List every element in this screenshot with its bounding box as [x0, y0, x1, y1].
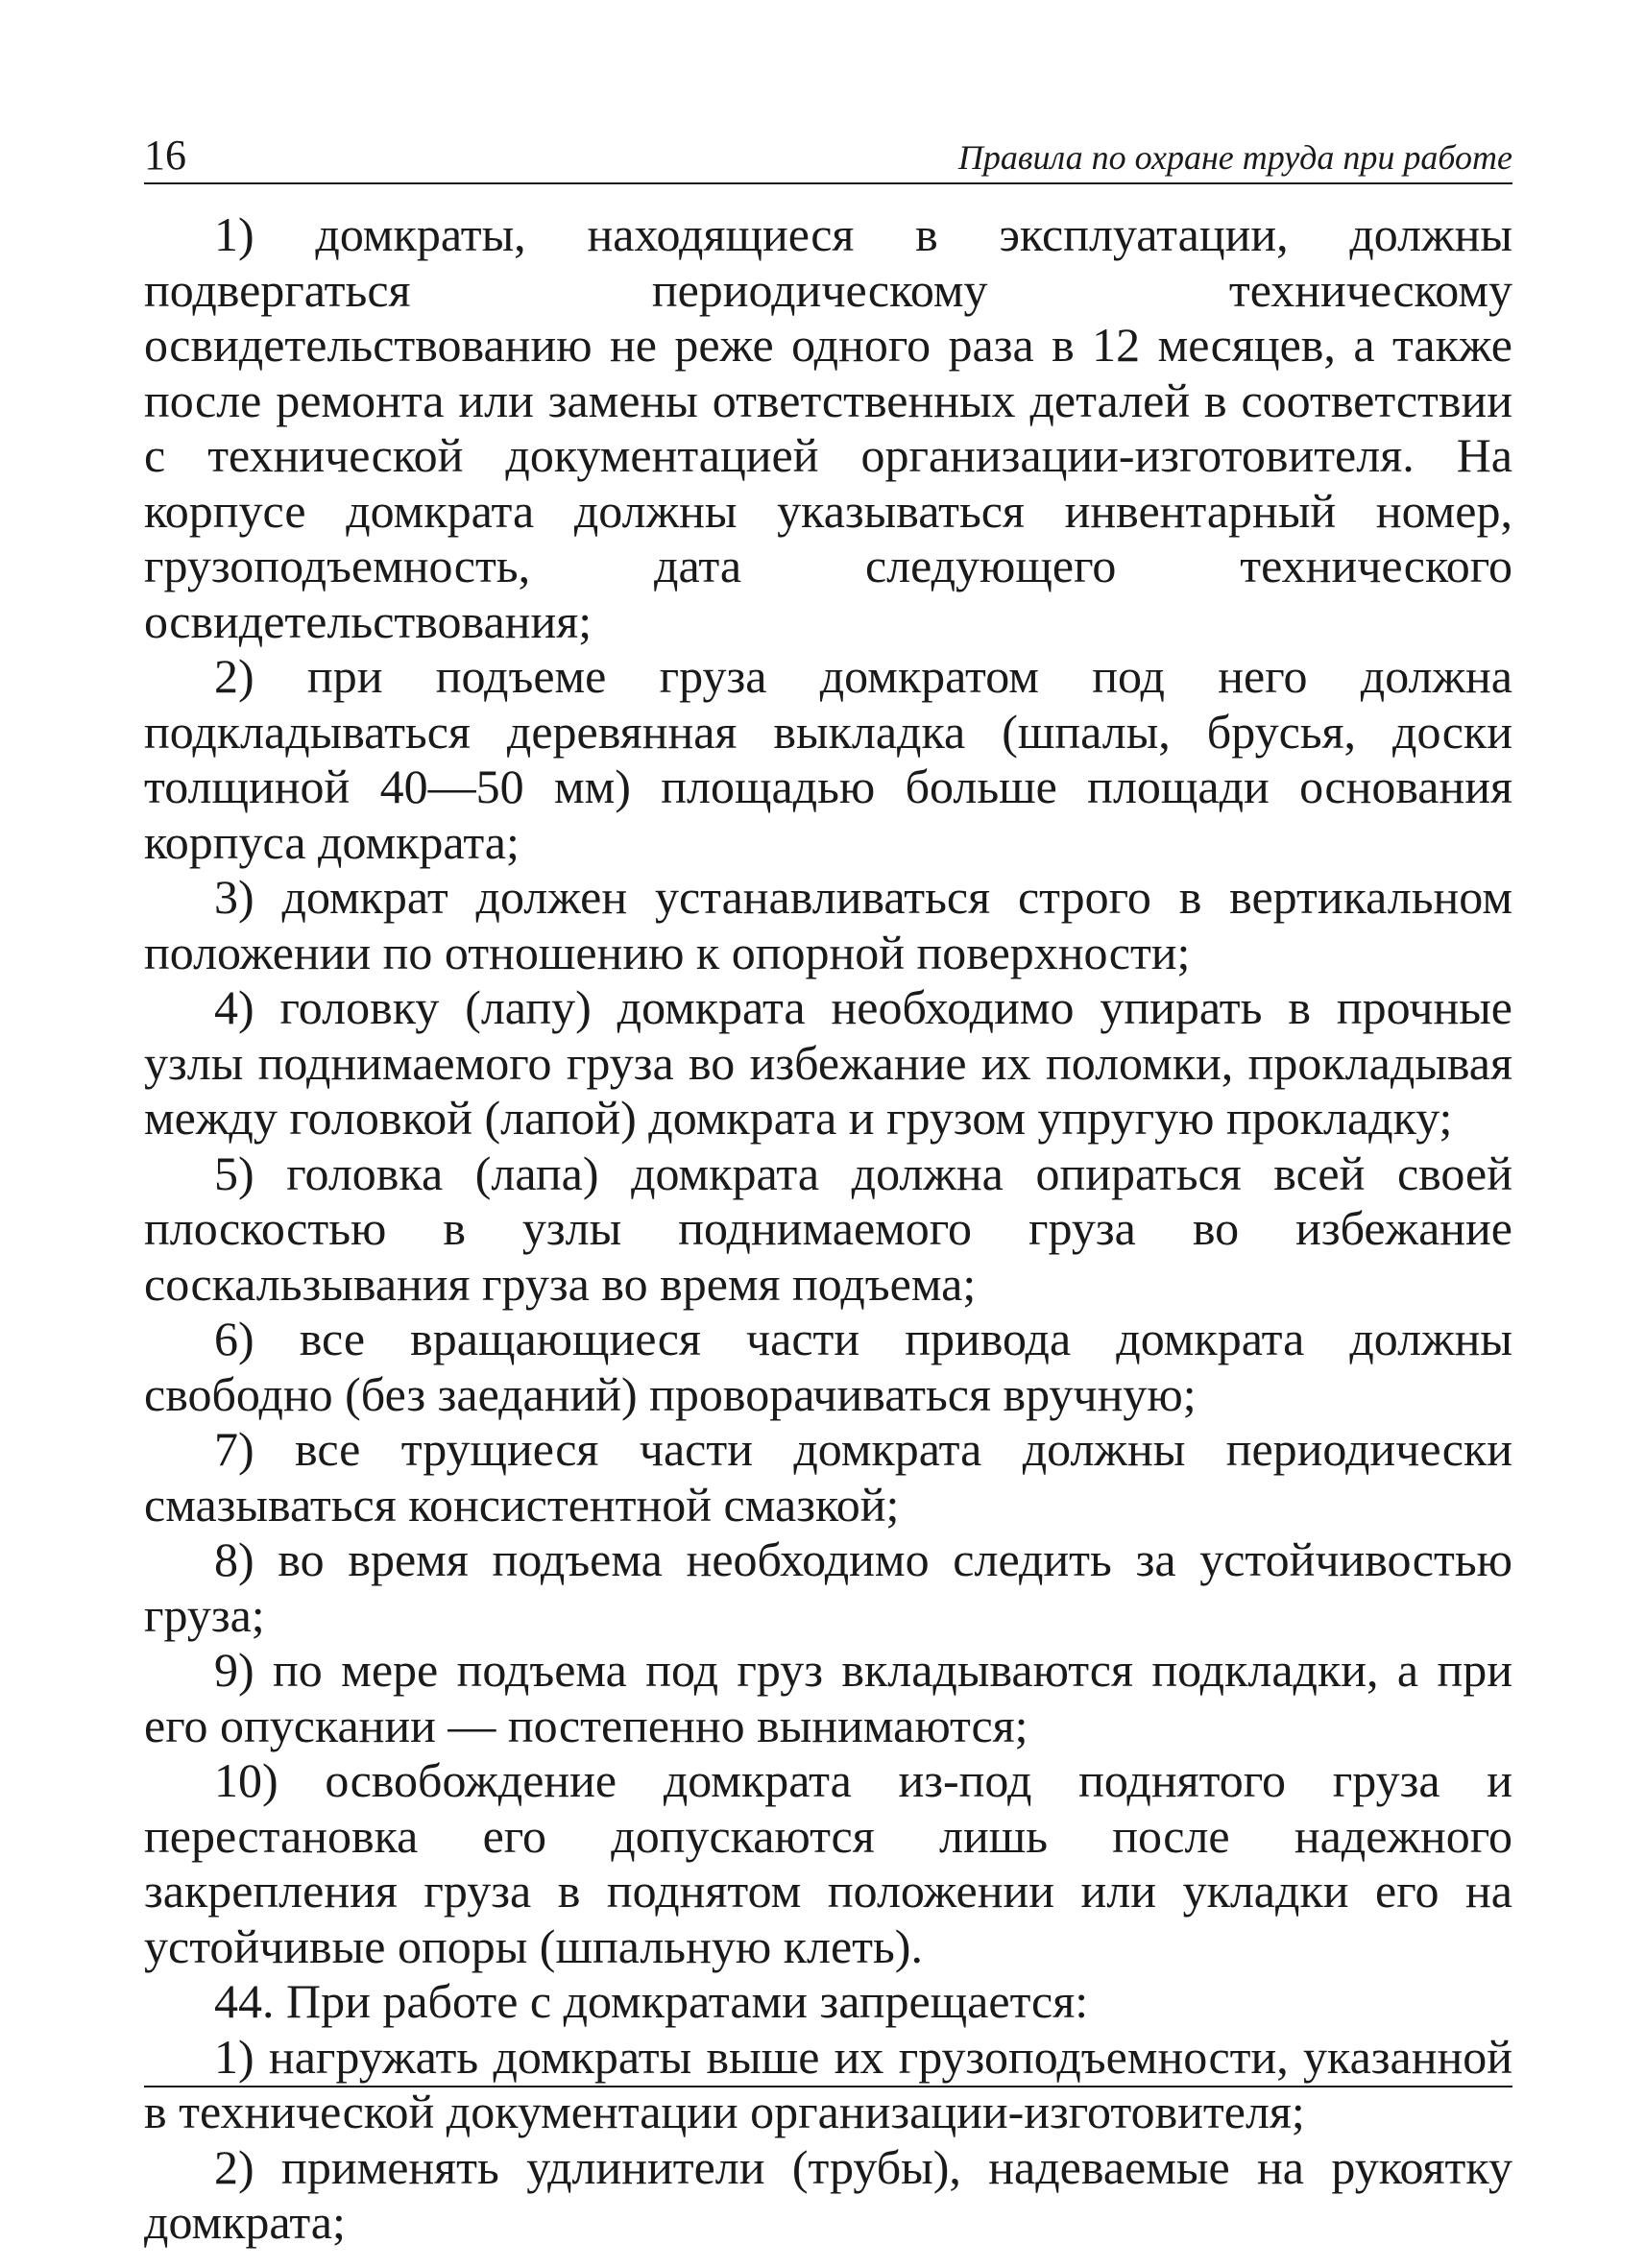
paragraph-item-2: 2) при подъеме груза домкратом под него должна подкладываться деревянная выкладка (шпалы, брусья, доски толщиной 40—50 мм) площадью больше площади основания корпуса домкрата;: [144, 649, 1512, 869]
paragraph-item-10: 10) освобождение домкрата из-под поднятого груза и перестановка его допускаются лишь после надежного закрепления груза в поднятом положении или укладки его на устойчивые опоры (шпальную клеть).: [144, 1753, 1512, 1973]
running-title: Правила по охране труда при работе: [957, 138, 1512, 177]
paragraph-item-4: 4) головку (лапу) домкрата необходимо упирать в прочные узлы поднимаемого груза во избежание их поломки, прокладывая между головкой (лапой) домкрата и грузом упругую прокладку;: [144, 980, 1512, 1145]
paragraph-section-44: 44. При работе с домкратами запрещается:: [214, 1974, 1089, 2028]
paragraph-prohibition-2: 2) применять удлинители (трубы), надеваемые на рукоятку домкрата;: [144, 2139, 1512, 2249]
paragraph-item-6: 6) все вращающиеся части привода домкрата должны свободно (без заеданий) проворачиваться вручную;: [144, 1312, 1512, 1421]
paragraph-item-3: 3) домкрат должен устанавливаться строго в вертикальном положении по отношению к опорной поверхности;: [144, 870, 1512, 979]
book-page: [144, 115, 1512, 2249]
paragraph-item-9: 9) по мере подъема под груз вкладываются подкладки, а при его опускании — постепенно вынимаются;: [144, 1643, 1512, 1752]
paragraph-item-8: 8) во время подъема необходимо следить за устойчивостью груза;: [144, 1532, 1512, 1642]
paragraph-item-7: 7) все трущиеся части домкрата должны периодически смазываться консистентной смазкой;: [144, 1422, 1512, 1532]
paragraph-item-1: 1) домкраты, находящиеся в эксплуатации, должны подвергаться периодическому техническому освидетельствованию не реже одного раза в 12 месяцев, а также после ремонта или замены ответственных деталей в соответствии с технической документацией организации-изготовителя. На корпусе домкрата должны указываться инвентарный номер, грузоподъемность, дата следующего технического освидетельствования;: [144, 207, 1512, 648]
running-header: [144, 115, 1512, 184]
paragraph-prohibition-1: 1) нагружать домкраты выше их грузоподъемности, указанной в технической документации организации-изготовителя;: [144, 2029, 1512, 2138]
body-text: [144, 207, 1512, 2251]
page-number: 16: [144, 132, 186, 179]
bottom-rule: [144, 2086, 1512, 2087]
paragraph-item-5: 5) головка (лапа) домкрата должна опираться всей своей плоскостью в узлы поднимаемого груза во избежание соскальзывания груза во время подъема;: [144, 1146, 1512, 1311]
